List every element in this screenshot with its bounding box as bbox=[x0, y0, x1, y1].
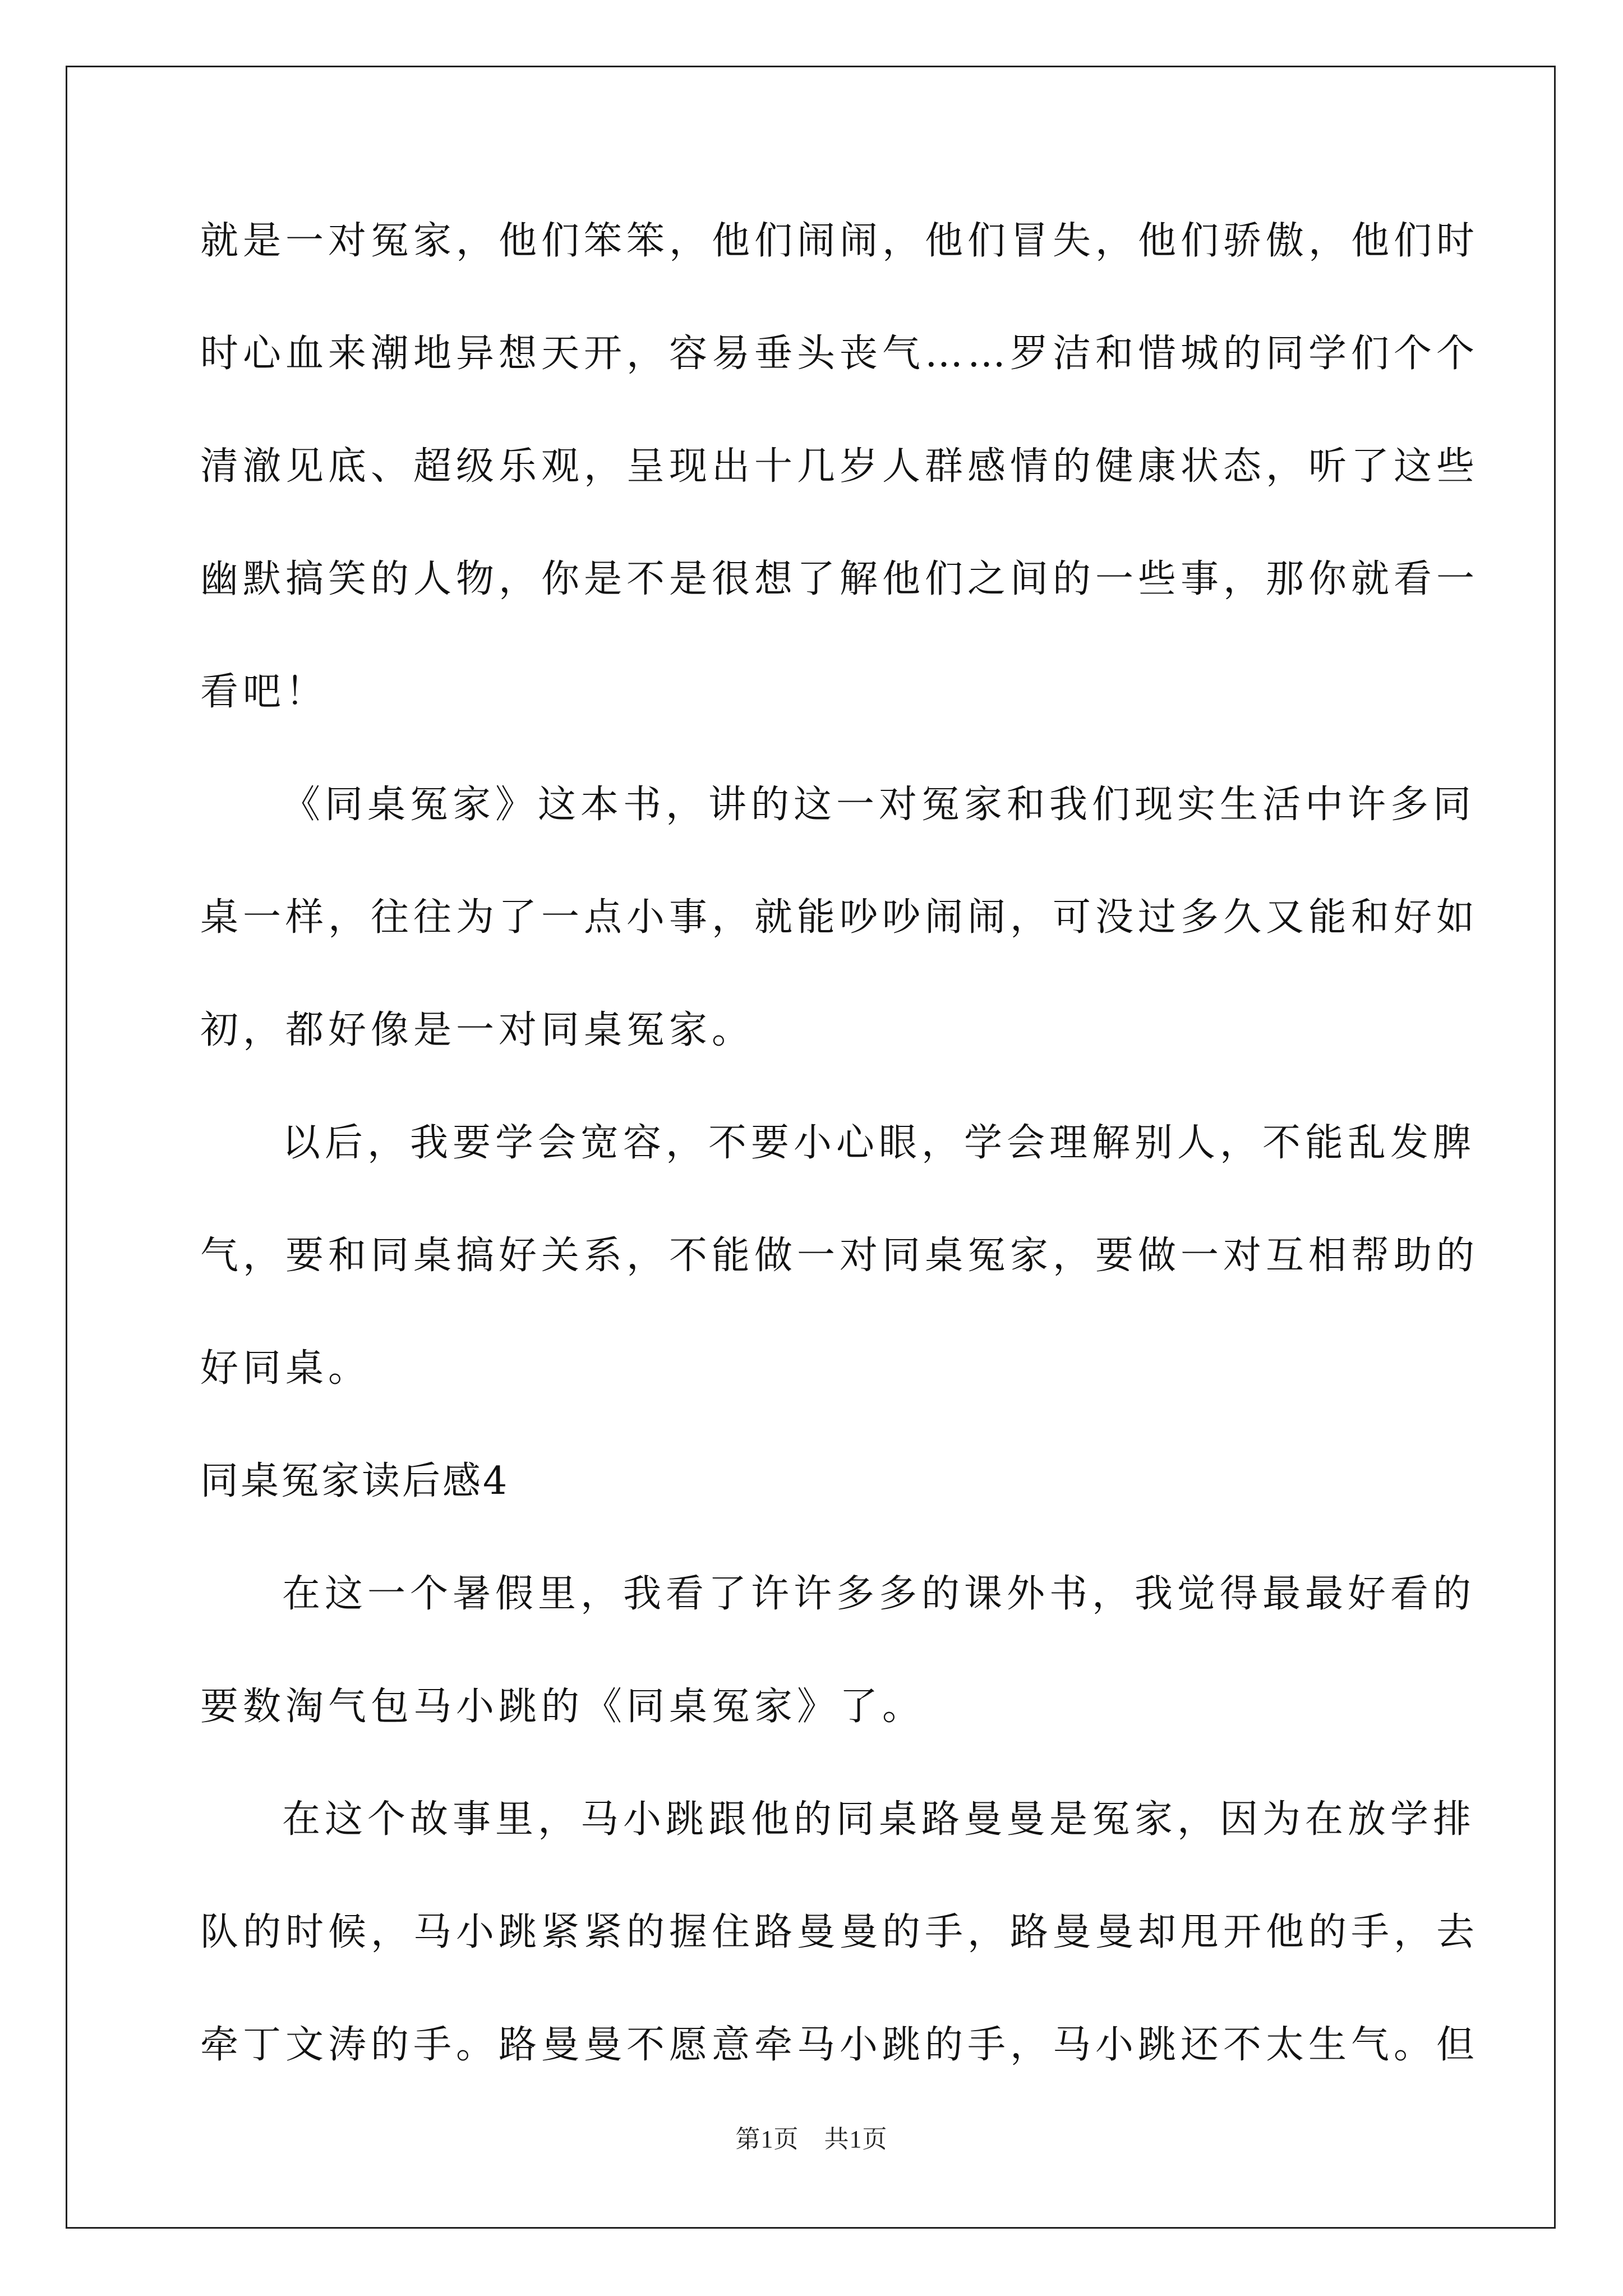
text-line: 队的时候，马小跳紧紧的握住路曼曼的手，路曼曼却甩开他的手，去 bbox=[200, 1910, 1479, 1954]
paragraph-first-line: 在这个故事里，马小跳跟他的同桌路曼曼是冤家，因为在放学排 bbox=[282, 1797, 1476, 1842]
paragraph-first-line: 《同桌冤家》这本书，讲的这一对冤家和我们现实生活中许多同 bbox=[282, 783, 1476, 827]
text-line: 桌一样，往往为了一点小事，就能吵吵闹闹，可没过多久又能和好如 bbox=[200, 895, 1479, 940]
paragraph-first-line: 在这一个暑假里，我看了许许多多的课外书，我觉得最最好看的 bbox=[282, 1572, 1476, 1616]
text-line: 就是一对冤家，他们笨笨，他们闹闹，他们冒失，他们骄傲，他们时 bbox=[200, 219, 1479, 263]
text-line: 看吧！ bbox=[200, 670, 329, 714]
text-line: 气，要和同桌搞好关系，不能做一对同桌冤家，要做一对互相帮助的 bbox=[200, 1234, 1479, 1278]
page-footer: 第1页 共1页 bbox=[735, 2125, 888, 2153]
text-line: 牵丁文涛的手。路曼曼不愿意牵马小跳的手，马小跳还不太生气。但 bbox=[200, 2023, 1479, 2067]
document-body bbox=[200, 213, 1479, 2130]
text-line: 时心血来潮地异想天开，容易垂头丧气……罗洁和惜城的同学们个个 bbox=[200, 332, 1479, 376]
paragraph-first-line: 以后，我要学会宽容，不要小心眼，学会理解别人，不能乱发脾 bbox=[282, 1121, 1476, 1165]
text-line: 初，都好像是一对同桌冤家。 bbox=[200, 1008, 755, 1052]
text-line: 好同桌。 bbox=[200, 1346, 371, 1391]
section-heading: 同桌冤家读后感4 bbox=[200, 1459, 510, 1503]
text-line: 要数淘气包马小跳的《同桌冤家》了。 bbox=[200, 1685, 925, 1729]
text-line: 幽默搞笑的人物，你是不是很想了解他们之间的一些事，那你就看一 bbox=[200, 557, 1479, 601]
text-line: 清澈见底、超级乐观，呈现出十几岁人群感情的健康状态，听了这些 bbox=[200, 444, 1479, 489]
